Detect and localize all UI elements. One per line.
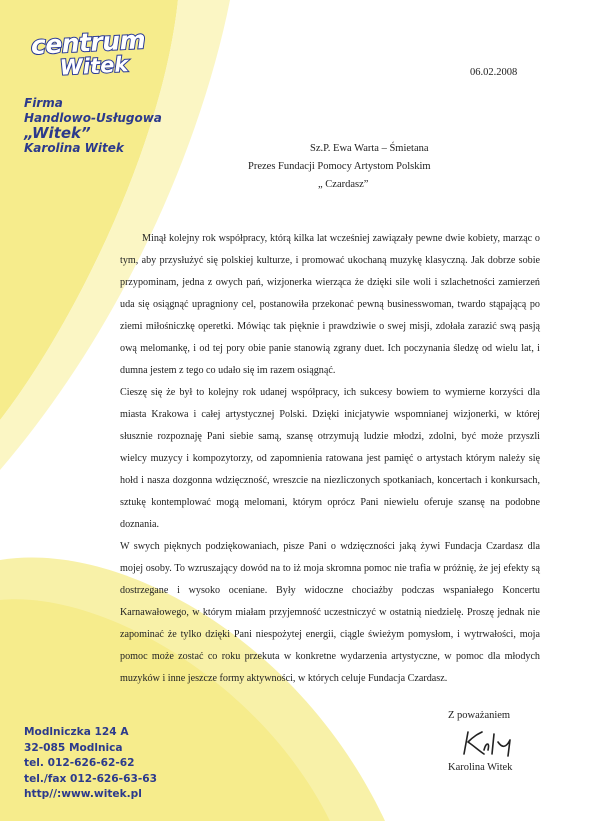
body-paragraph-1: Minął kolejny rok współpracy, którą kilka lat wcześniej zawiązały pewne dwie kobiety, marząc o tym, aby przysłużyć się polskiej kulturze, i promować ukochaną muzykę klasyczną. Jak dobrze sobie przypominam, jedna z owych pań, wizjonerka wierząca że dzięki sile woli i szlachetności zamierzeń uda się osiągnąć upragniony cel, postanowiła przekonać pewną businesswoman, twardo stąpającą po ziemi miłośniczkę operetki. Mówiąc tak pięknie i prawdziwie o swej misji, zdołała zarazić swą pasją ową melomankę, i od tej pory obie panie stanowią zgrany duet. Ich poczynania śledzę od wielu lat, i dumna jestem z tego co udało się im razem osiągnąć. (120, 233, 540, 376)
company-logo (18, 25, 158, 82)
company-line-2: Handlowo-Usługowa (24, 111, 162, 125)
company-line-4: Karolina Witek (24, 141, 124, 155)
recipient-line-2: Prezes Fundacji Pomocy Artystom Polskim (248, 161, 431, 172)
company-line-1: Firma (24, 96, 63, 110)
logo-centrum-text: centrum (30, 25, 146, 60)
company-line-3: „Witek” (24, 124, 91, 142)
company-name-block (24, 96, 174, 156)
contact-website: http//:www.witek.pl (24, 788, 142, 800)
recipient-line-1: Sz.P. Ewa Warta – Śmietana (310, 143, 429, 154)
recipient-line-3: „ Czardasz” (318, 179, 369, 190)
letter-date: 06.02.2008 (470, 67, 518, 78)
logo-witek-text: Witek (59, 52, 129, 80)
body-paragraph-2: Cieszę się że był to kolejny rok udanej współpracy, ich sukcesy bowiem to wymierne korzyści dla miasta Krakowa i całej artystycznej Polski. Dzięki inicjatywie wspomnianej wizjonerki, w której słusznie rozpoznaję Pani siebie samą, szansę otrzymują ludzie młodzi, zdolni, być może przyszli wielcy muzycy i kompozytorzy, od zapomnienia ratowana jest pamięć o artystach którym należy się hołd i nasza dozgonna wdzięczność, wreszcie na niezliczonych spotkaniach, koncertach i konkursach, sztukę kontemplować mogą melomani, którym oprócz Pani niewielu oferuje szansę na podobne doznania. (120, 387, 540, 530)
contact-block (24, 725, 184, 803)
contact-fax: tel./fax 012-626-63-63 (24, 772, 157, 785)
signer-name: Karolina Witek (448, 762, 513, 773)
body-paragraph-3: W swych pięknych podziękowaniach, pisze Pani o wdzięczności jaką żywi Fundacja Czardasz dla mojej osoby. To wzruszający dowód na to iż moja skromna pomoc nie trafia w próżnię, że jej efekty są dostrzegane i wysoko oceniane. Były widoczne chociażby podczas wspaniałego Koncertu Karnawałowego, w którym miałam przyjemność uczestniczyć w ostatnią niedzielę. Proszę jednak nie zapominać że tylko dzięki Pani niespożytej energii, ciągle świeżym pomysłom, i wytrwałości, moja pomoc może zostać co roku przekuta w konkretne wydarzenia artystyczne, w pomoc dla młodych muzyków i inne jeszcze formy aktywności, w których celuje Fundacja Czardasz. (120, 541, 540, 684)
contact-address-line-1: Modlniczka 124 A (24, 726, 129, 738)
contact-phone: tel. 012-626-62-62 (24, 757, 135, 769)
letter-body (120, 228, 540, 690)
recipient-block (248, 140, 600, 194)
contact-address-line-2: 32-085 Modlnica (24, 741, 123, 754)
closing-salutation: Z poważaniem (448, 710, 511, 721)
handwritten-signature (458, 728, 528, 758)
